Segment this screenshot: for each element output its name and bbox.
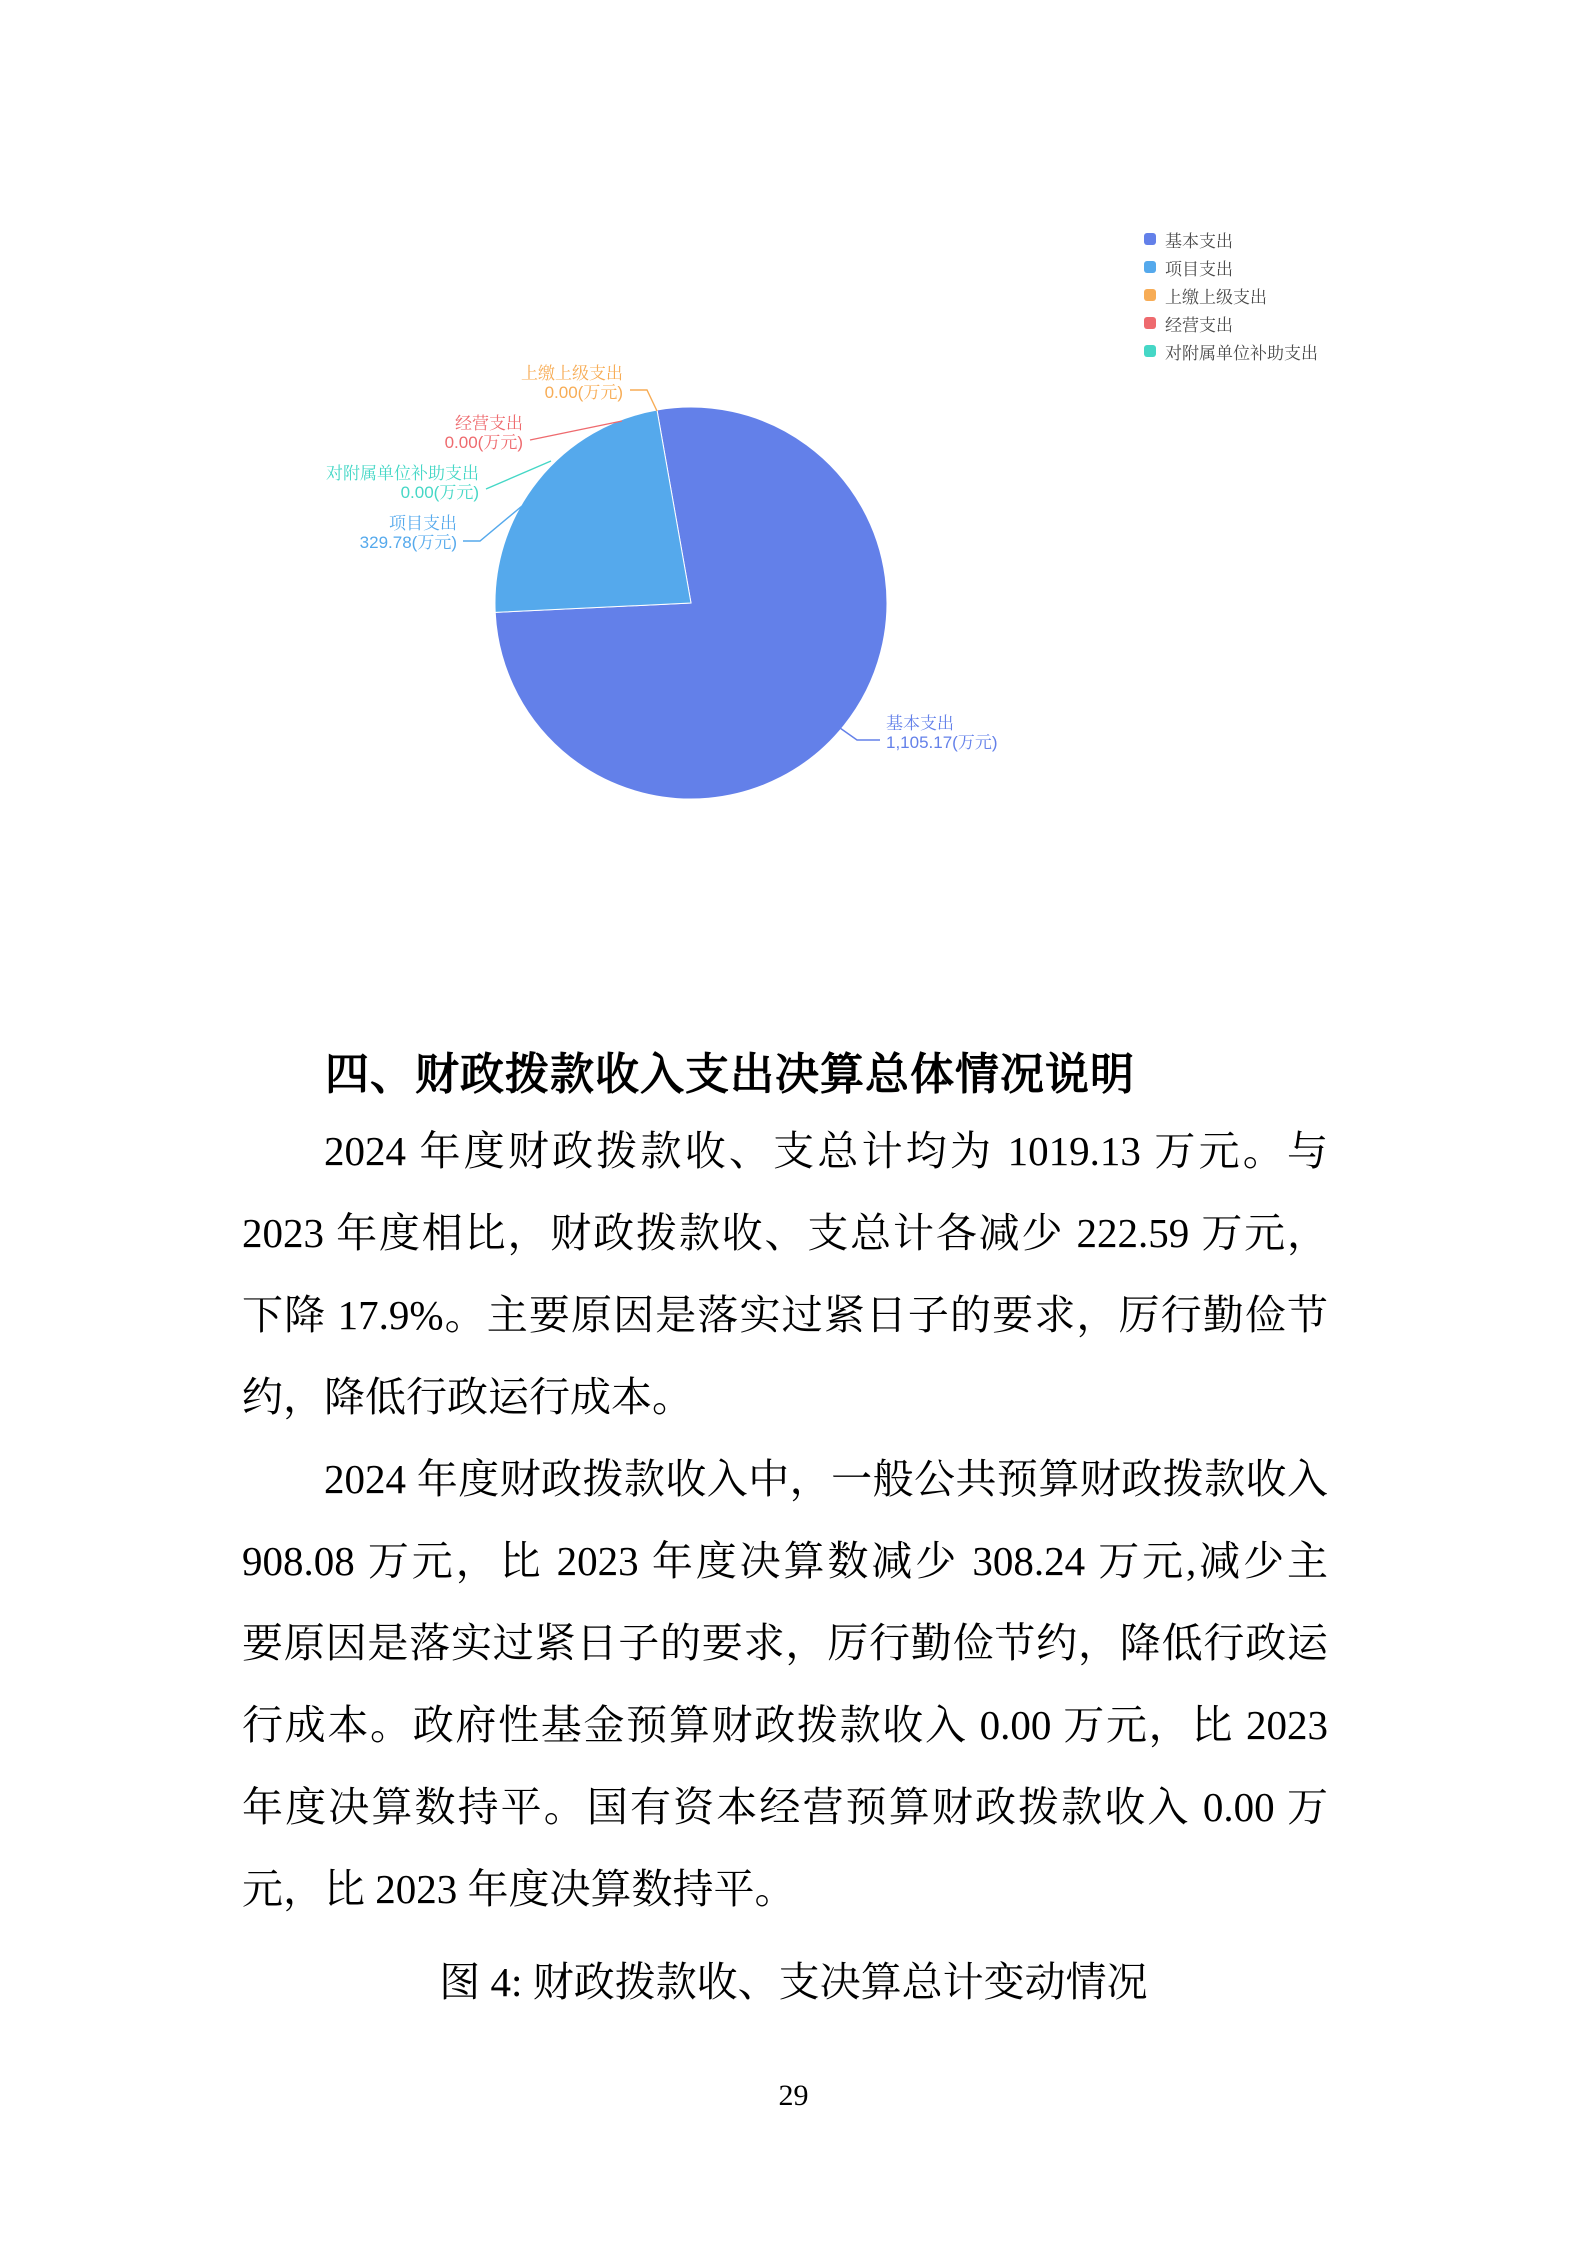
pie-callout-4 xyxy=(326,464,479,502)
legend-item-2 xyxy=(1144,286,1318,307)
legend-swatch-icon xyxy=(1144,233,1156,245)
body-text xyxy=(242,1110,1328,1930)
paragraph-2-line-3: 要原因是落实过紧日子的要求，厉行勤俭节约，降低行政运 xyxy=(242,1620,1328,1666)
legend-label: 基本支出 xyxy=(1165,231,1233,251)
legend-label: 经营支出 xyxy=(1165,315,1233,335)
pie-callout-value: 1,105.17(万元) xyxy=(886,733,998,752)
paragraph-1-line-1: 2024 年度财政拨款收、支总计均为 1019.13 万元。与 xyxy=(324,1128,1328,1174)
expenditure-pie-chart xyxy=(0,0,1587,1000)
pie-callout-value: 0.00(万元) xyxy=(444,433,523,452)
pie-callout-name: 基本支出 xyxy=(886,714,954,733)
pie-callout-name: 上缴上级支出 xyxy=(521,364,623,383)
pie-callout-0 xyxy=(886,714,998,752)
legend-label: 项目支出 xyxy=(1165,259,1233,279)
legend-label: 对附属单位补助支出 xyxy=(1165,343,1318,363)
page-number: 29 xyxy=(778,2079,809,2112)
legend-item-0 xyxy=(1144,230,1318,251)
paragraph-2-line-1: 2024 年度财政拨款收入中，一般公共预算财政拨款收入 xyxy=(324,1456,1328,1502)
pie-callout-value: 0.00(万元) xyxy=(400,483,479,502)
pie-callout-2 xyxy=(521,364,623,402)
legend-swatch-icon xyxy=(1144,345,1156,357)
pie-callout-name: 项目支出 xyxy=(389,514,457,533)
paragraph-2-line-6: 元，比 2023 年度决算数持平。 xyxy=(242,1866,796,1912)
pie-callout-name: 对附属单位补助支出 xyxy=(326,464,479,483)
pie-callout-value: 0.00(万元) xyxy=(544,383,623,402)
section-heading: 四、财政拨款收入支出决算总体情况说明 xyxy=(325,1050,1135,1099)
legend-label: 上缴上级支出 xyxy=(1165,287,1267,307)
legend-item-3 xyxy=(1144,314,1318,335)
legend-swatch-icon xyxy=(1144,317,1156,329)
legend-swatch-icon xyxy=(1144,261,1156,273)
paragraph-1-line-3: 下降 17.9%。主要原因是落实过紧日子的要求，厉行勤俭节 xyxy=(242,1292,1328,1338)
pie-callout-value: 329.78(万元) xyxy=(359,533,457,552)
pie-callout-name: 经营支出 xyxy=(455,414,523,433)
paragraph-2-line-4: 行成本。政府性基金预算财政拨款收入 0.00 万元，比 2023 xyxy=(242,1702,1328,1748)
legend-swatch-icon xyxy=(1144,289,1156,301)
paragraph-1-line-2: 2023 年度相比，财政拨款收、支总计各减少 222.59 万元， xyxy=(242,1210,1328,1256)
legend-item-4 xyxy=(1144,342,1318,363)
paragraph-2-line-2: 908.08 万元，比 2023 年度决算数减少 308.24 万元,减少主 xyxy=(242,1538,1328,1584)
pie-callout-labels xyxy=(0,0,1587,1000)
chart-legend xyxy=(1144,230,1318,363)
legend-item-1 xyxy=(1144,258,1318,279)
paragraph-2-line-5: 年度决算数持平。国有资本经营预算财政拨款收入 0.00 万 xyxy=(242,1784,1328,1830)
paragraph-1-line-4: 约，降低行政运行成本。 xyxy=(242,1374,693,1420)
pie-callout-3 xyxy=(445,414,523,452)
pie-callout-1 xyxy=(360,514,457,552)
figure-caption: 图 4: 财政拨款收、支决算总计变动情况 xyxy=(439,1959,1148,2005)
